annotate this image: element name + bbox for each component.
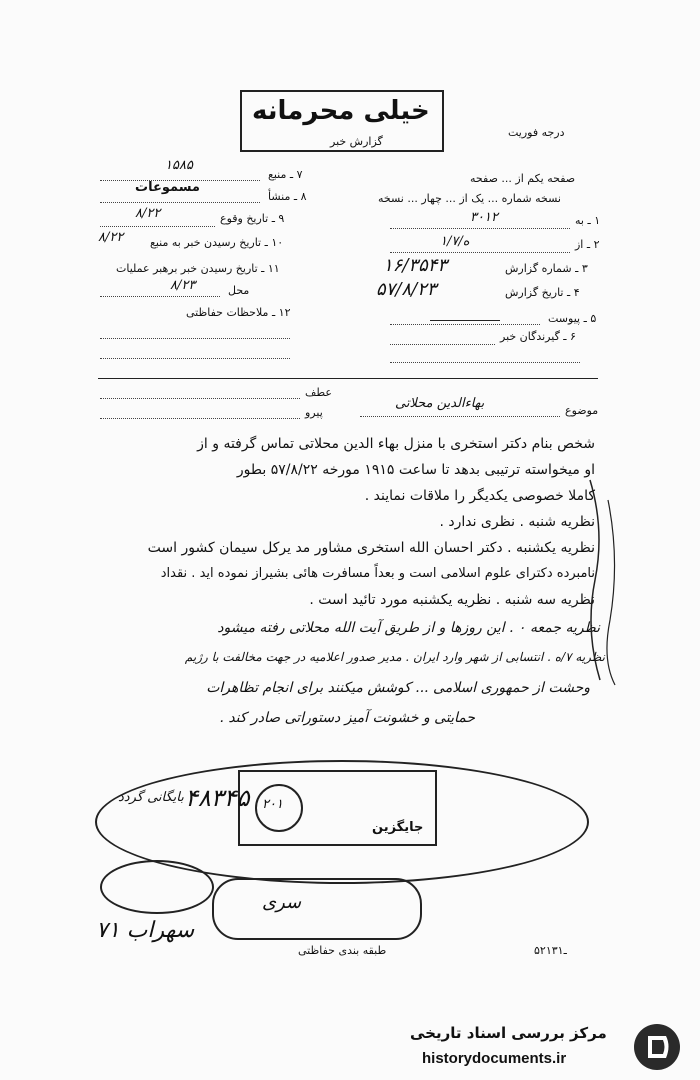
- to-value: ۳۰۱۲: [470, 210, 498, 225]
- circle-text: ۲۰۱: [262, 797, 283, 812]
- attachment-underline: [430, 320, 500, 321]
- received-date-label: ۱۰ ـ تاریخ رسیدن خبر به منبع: [150, 236, 284, 249]
- to-label: ۱ ـ به: [575, 214, 601, 227]
- ref-label: عطف: [305, 386, 332, 399]
- ops-date-label: ۱۱ ـ تاریخ رسیدن خبر برهبر عملیات: [116, 262, 280, 275]
- sign-box-text: سری: [262, 892, 302, 913]
- origin-value: مسموعات: [135, 180, 200, 195]
- footer-url[interactable]: historydocuments.ir: [422, 1050, 567, 1067]
- signature: سهراب ۷۱: [96, 918, 195, 943]
- subject-label: موضوع: [565, 404, 599, 417]
- security-notes-line-2: [100, 358, 290, 359]
- recipients-line-2: [390, 362, 580, 363]
- archive-number: ۴۸۳۴۵: [185, 784, 250, 812]
- placement-label: جایگزین: [372, 820, 424, 835]
- attachment-label: ۵ ـ پیوست: [548, 312, 597, 325]
- event-date-value: ۸/۲۲: [135, 206, 161, 221]
- subject-line: [360, 416, 560, 417]
- section-separator: [98, 378, 598, 379]
- handwritten-line-2: نظریه ۷/ه . انتسابی از شهر وارد ایران . مدیر صدور اعلامیه در جهت مخالفت با رژیم: [184, 650, 605, 664]
- archive-logo-icon: [630, 1020, 684, 1074]
- handwritten-line-4: حمایتی و خشونت آمیز دستوراتی صادر کند .: [219, 710, 475, 726]
- origin-line: [100, 202, 260, 203]
- page-count: صفحه یکم از ... صفحه: [470, 172, 576, 185]
- body-line-4: نظریه شنبه . نظری ندارد .: [439, 514, 595, 530]
- sign-box: [212, 878, 422, 940]
- body-line-5: نظریه یکشنبه . دکتر احسان الله استخری مشاور مد یرکل سیمان کشور است: [147, 540, 595, 556]
- footer-brand: مرکز بررسی اسناد تاریخی: [410, 1024, 607, 1042]
- footer-banner: [0, 1012, 700, 1080]
- body-line-1: شخص بنام دکتر استخری با منزل بهاء الدین محلاتی تماس گرفته و از: [197, 436, 595, 452]
- recipients-label: ۶ ـ گیرندگان خبر: [500, 330, 576, 343]
- archive-label: بایگانی گردد: [118, 790, 184, 805]
- classification-stamp: خیلی محرمانه: [252, 96, 430, 126]
- margin-scribble: [560, 470, 630, 690]
- source-value: ۱۵۸۵: [165, 158, 193, 173]
- signature-oval: [100, 860, 214, 914]
- event-date-line: [100, 226, 215, 227]
- handwritten-line-1: نظریه جمعه ۰ . این روزها و از طریق آیت الله محلاتی رفته میشود: [217, 620, 600, 636]
- attachment-line: [390, 324, 540, 325]
- classification-footer: طبقه بندی حفاظتی: [298, 944, 387, 957]
- body-line-6: نامبرده دکترای علوم اسلامی است و بعداً مسافرت هائی بشیراز نموده اید . نقداد: [160, 566, 595, 581]
- follow-label: پیرو: [305, 406, 323, 419]
- report-number-value: ۱۶/۳۵۴۳: [383, 255, 448, 276]
- body-line-3: کاملا خصوصی یکدیگر را ملاقات نمایند .: [364, 488, 595, 504]
- report-subtitle: گزارش خبر: [330, 135, 383, 148]
- subject-value: بهاءالدین محلاتی: [395, 396, 485, 411]
- handwritten-line-3: وحشت از حمهوری اسلامی ... کوشش میکنند برای انجام تظاهرات: [206, 680, 590, 696]
- event-date-label: ۹ ـ تاریخ وقوع: [220, 212, 285, 225]
- report-number-label: ۳ ـ شماره گزارش: [505, 262, 588, 275]
- form-code: ۵۲ـ۱۳۱: [534, 944, 567, 957]
- place-label: محل: [228, 284, 250, 297]
- body-line-7: نظریه سه شنبه . نظریه یکشنبه مورد تائید است .: [309, 592, 595, 608]
- origin-label: ۸ ـ منشأ: [268, 190, 307, 203]
- follow-line: [100, 418, 300, 419]
- security-notes-line: [100, 338, 290, 339]
- report-date-value: ۵۷/۸/۲۳: [376, 279, 437, 300]
- ops-date-line: [100, 296, 220, 297]
- security-notes-label: ۱۲ ـ ملاحظات حفاظتی: [186, 306, 291, 319]
- report-date-label: ۴ ـ تاریخ گزارش: [505, 286, 580, 299]
- source-label: ۷ ـ منبع: [268, 168, 303, 181]
- priority-label: درجه فوریت: [508, 126, 565, 139]
- body-line-2: او میخواسته ترتیبی بدهد تا ساعت ۱۹۱۵ مورخه ۵۷/۸/۲۲ بطور: [236, 462, 595, 478]
- from-label: ۲ ـ از: [575, 238, 600, 251]
- to-line: [390, 228, 570, 229]
- from-line: [390, 252, 570, 253]
- copy-number: نسخه شماره ... یک از ... چهار ... نسخه: [378, 192, 561, 205]
- ref-line: [100, 398, 300, 399]
- recipients-line: [390, 344, 495, 345]
- from-value: ۱/۷/ه: [440, 234, 470, 249]
- received-date-value: ۸/۲۲: [98, 230, 124, 245]
- ops-date-value: ۸/۲۳: [170, 278, 196, 293]
